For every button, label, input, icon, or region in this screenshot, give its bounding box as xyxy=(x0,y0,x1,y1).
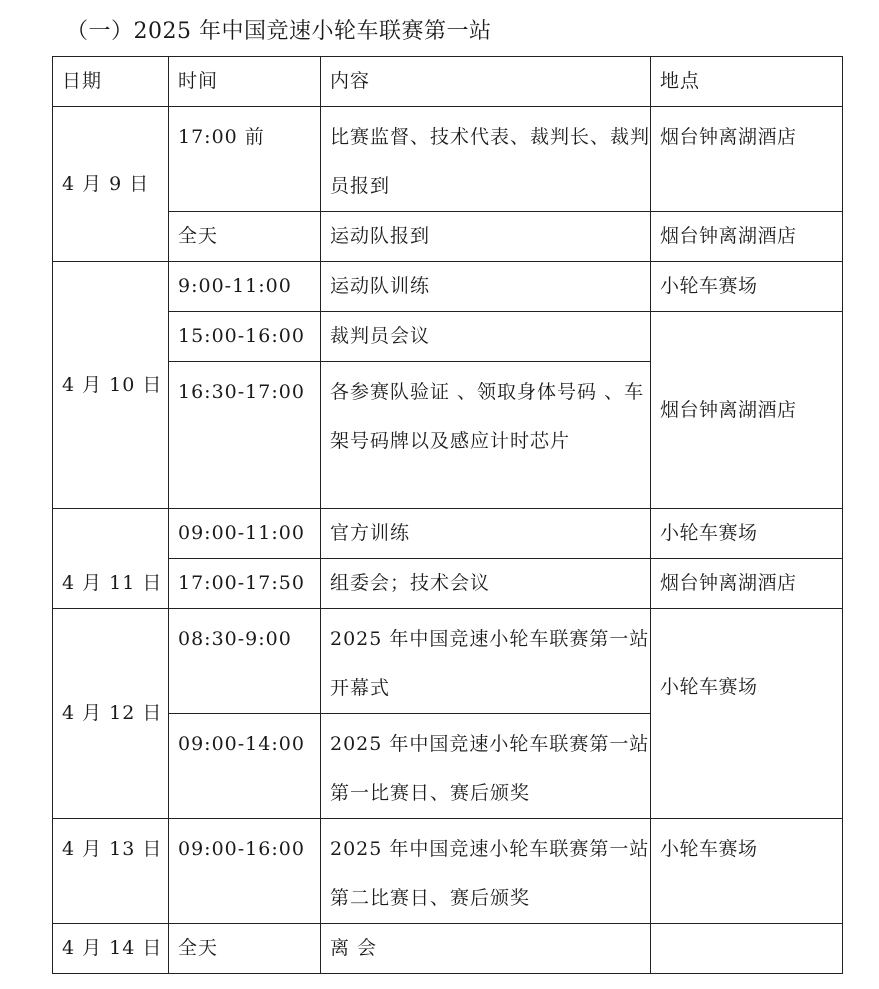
table-row xyxy=(53,262,843,312)
content-cell: 运动队报到 xyxy=(321,212,651,262)
time-cell: 08:30-9:00 xyxy=(169,609,321,714)
date-cell: 4 月 12 日 xyxy=(53,609,169,819)
content-cell: 离 会 xyxy=(321,924,651,974)
content-cell: 各参赛队验证 、领取身体号码 、车架号码牌以及感应计时芯片 xyxy=(321,362,651,509)
content-cell: 官方训练 xyxy=(321,509,651,559)
content-cell: 运动队训练 xyxy=(321,262,651,312)
time-cell: 全天 xyxy=(169,924,321,974)
time-cell: 全天 xyxy=(169,212,321,262)
table-row xyxy=(53,819,843,924)
content-cell: 2025 年中国竞速小轮车联赛第一站开幕式 xyxy=(321,609,651,714)
table-row xyxy=(53,559,843,609)
date-cell: 4 月 11 日 xyxy=(53,509,169,609)
location-cell: 烟台钟离湖酒店 xyxy=(651,312,843,509)
location-cell: 烟台钟离湖酒店 xyxy=(651,107,843,212)
header-date: 日期 xyxy=(53,57,169,107)
schedule-table xyxy=(52,56,843,974)
location-cell xyxy=(651,924,843,974)
header-time: 时间 xyxy=(169,57,321,107)
location-cell: 烟台钟离湖酒店 xyxy=(651,212,843,262)
table-row xyxy=(53,107,843,212)
time-cell: 09:00-14:00 xyxy=(169,714,321,819)
time-cell: 09:00-11:00 xyxy=(169,509,321,559)
table-row xyxy=(53,924,843,974)
date-cell: 4 月 13 日 xyxy=(53,819,169,924)
location-cell: 小轮车赛场 xyxy=(651,609,843,819)
time-cell: 09:00-16:00 xyxy=(169,819,321,924)
time-cell: 17:00-17:50 xyxy=(169,559,321,609)
time-cell: 17:00 前 xyxy=(169,107,321,212)
time-cell: 15:00-16:00 xyxy=(169,312,321,362)
table-row xyxy=(53,509,843,559)
location-cell: 小轮车赛场 xyxy=(651,262,843,312)
content-cell: 2025 年中国竞速小轮车联赛第一站第二比赛日、赛后颁奖 xyxy=(321,819,651,924)
table-row xyxy=(53,212,843,262)
content-cell: 组委会；技术会议 xyxy=(321,559,651,609)
header-content: 内容 xyxy=(321,57,651,107)
section-title: （一）2025 年中国竞速小轮车联赛第一站 xyxy=(66,19,492,44)
time-cell: 16:30-17:00 xyxy=(169,362,321,509)
table-row xyxy=(53,609,843,714)
content-cell: 2025 年中国竞速小轮车联赛第一站第一比赛日、赛后颁奖 xyxy=(321,714,651,819)
date-cell: 4 月 14 日 xyxy=(53,924,169,974)
date-cell: 4 月 10 日 xyxy=(53,262,169,509)
content-cell: 比赛监督、技术代表、裁判长、裁判员报到 xyxy=(321,107,651,212)
date-cell: 4 月 9 日 xyxy=(53,107,169,262)
content-cell: 裁判员会议 xyxy=(321,312,651,362)
header-location: 地点 xyxy=(651,57,843,107)
location-cell: 烟台钟离湖酒店 xyxy=(651,559,843,609)
location-cell: 小轮车赛场 xyxy=(651,509,843,559)
table-header-row xyxy=(53,57,843,107)
table-row xyxy=(53,312,843,362)
location-cell: 小轮车赛场 xyxy=(651,819,843,924)
time-cell: 9:00-11:00 xyxy=(169,262,321,312)
